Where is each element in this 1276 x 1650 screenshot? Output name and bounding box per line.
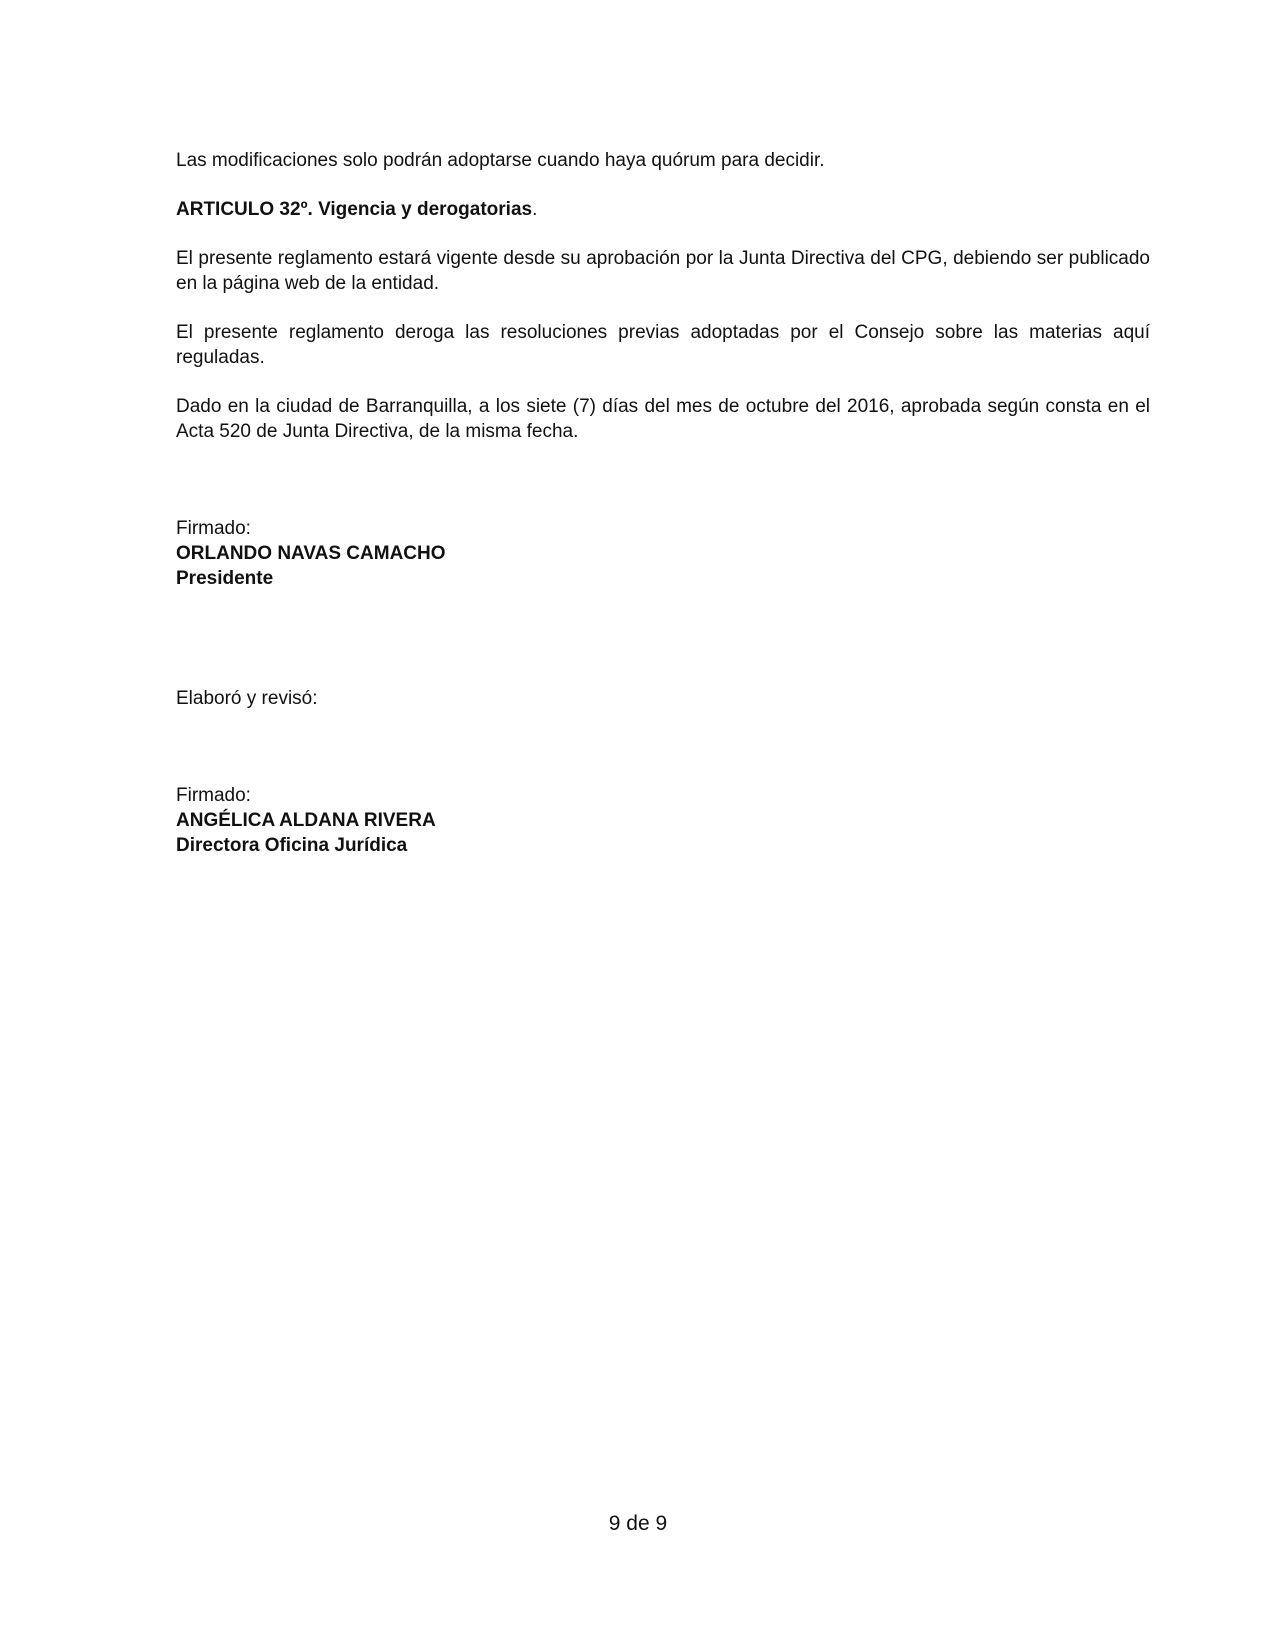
signature-block-director xyxy=(176,783,1150,858)
signature-block-president xyxy=(176,516,1150,591)
paragraph-modifications: Las modificaciones solo podrán adoptarse cuando haya quórum para decidir. xyxy=(176,150,825,171)
signature-name: ANGÉLICA ALDANA RIVERA xyxy=(176,810,436,831)
signature-label: Firmado: xyxy=(176,518,251,539)
signature-label: Firmado: xyxy=(176,785,251,806)
paragraph-dado: Dado en la ciudad de Barranquilla, a los siete (7) días del mes de octubre del 2016, aprobada según consta en el Acta 520 de Junta Directiva, de la misma fecha. xyxy=(176,396,1150,442)
review-block xyxy=(176,686,1150,711)
paragraph-vigencia: El presente reglamento estará vigente desde su aprobación por la Junta Directiva del CPG, debiendo ser publicado en la página web de la entidad. xyxy=(176,248,1150,294)
article-heading-title: ARTICULO 32º. Vigencia y derogatorias xyxy=(176,199,533,220)
paragraph-deroga: El presente reglamento deroga las resoluciones previas adoptadas por el Consejo sobre las materias aquí reguladas. xyxy=(176,322,1150,368)
article-heading xyxy=(176,197,1150,222)
signature-role: Directora Oficina Jurídica xyxy=(176,835,408,856)
signature-role: Presidente xyxy=(176,568,274,589)
article-heading-period: . xyxy=(532,199,538,220)
document-page xyxy=(176,148,1150,858)
signature-name: ORLANDO NAVAS CAMACHO xyxy=(176,543,446,564)
review-label: Elaboró y revisó: xyxy=(176,688,318,709)
page-number: 9 de 9 xyxy=(608,1512,668,1535)
